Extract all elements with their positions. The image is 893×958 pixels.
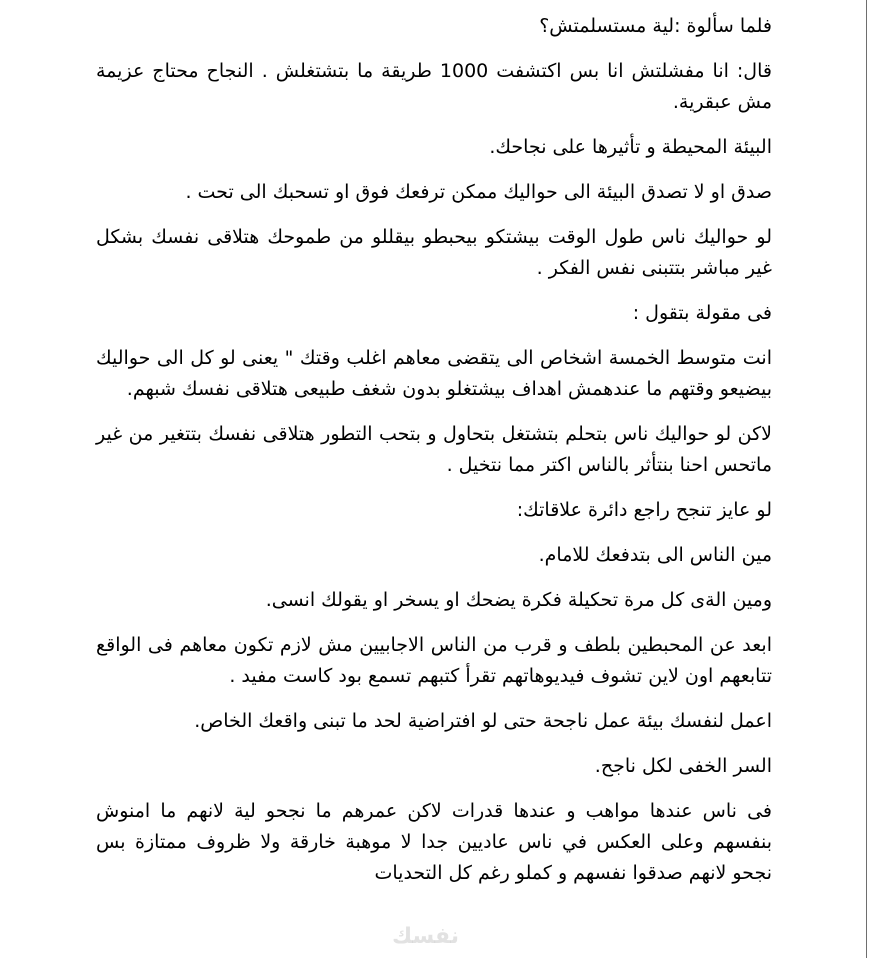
page-right-border — [866, 0, 867, 958]
paragraph-11: ومين الةى كل مرة تحكيلة فكرة يضحك او يسخر او يقولك انسى. — [265, 589, 772, 611]
paragraph-6: فى مقولة بتقول : — [632, 302, 772, 324]
paragraph-13: اعمل لنفسك بيئة عمل ناجحة حتى لو افتراضية لحد ما تبنى واقعك الخاص. — [194, 710, 772, 732]
paragraph-12: ابعد عن المحبطين بلطف و قرب من الناس الاجابيين مش لازم تكون معاهم فى الواقع تتابعهم اون لاين تشوف فيديوهاتهم تقرأ كتبهم تسمع بود كاست مفيد . — [96, 634, 772, 687]
paragraph-1: فلما سألوة :لية مستسلمتش؟ — [539, 15, 772, 37]
paragraph-8: لاكن لو حواليك ناس بتحلم بتشتغل بتحاول و بتحب التطور هتلاقى نفسك بتتغير من غير ماتحس احنا بنتأثر بالناس اكتر مما نتخيل . — [96, 423, 772, 476]
paragraph-9: لو عايز تنجح راجع دائرة علاقاتك: — [516, 499, 772, 521]
watermark-text: نفسك — [392, 924, 459, 949]
document-body — [96, 11, 772, 903]
paragraph-14: السر الخفى لكل ناجح. — [594, 755, 772, 777]
paragraph-7: انت متوسط الخمسة اشخاص الى يتقضى معاهم اغلب وقتك " يعنى لو كل الى حواليك بيضيعو وقتهم ما عندهمش اهداف بيشتغلو بدون شغف طبيعى هتلاقى نفسك شبهم. — [96, 347, 772, 400]
paragraph-4: صدق او لا تصدق البيئة الى حواليك ممكن ترفعك فوق او تسحبك الى تحت . — [185, 181, 772, 203]
paragraph-5: لو حواليك ناس طول الوقت بيشتكو بيحبطو بيقللو من طموحك هتلاقى نفسك بشكل غير مباشر بتتبنى نفس الفكر . — [96, 226, 772, 279]
paragraph-2: قال: انا مفشلتش انا بس اكتشفت 1000 طريقة ما بتشتغلش . النجاح محتاج عزيمة مش عبقرية. — [96, 60, 772, 113]
paragraph-15: فى ناس عندها مواهب و عندها قدرات لاكن عمرهم ما نجحو لية لانهم ما امنوش بنفسهم وعلى العكس في ناس عاديين جدا لا موهبة خارقة ولا ظروف ممتازة بس نجحو لانهم صدقوا نفسهم و كملو رغم كل التحديات — [96, 800, 772, 884]
paragraph-3: البيئة المحيطة و تأثيرها على نجاحك. — [489, 136, 772, 158]
paragraph-10: مين الناس الى بتدفعك للامام. — [538, 544, 772, 566]
